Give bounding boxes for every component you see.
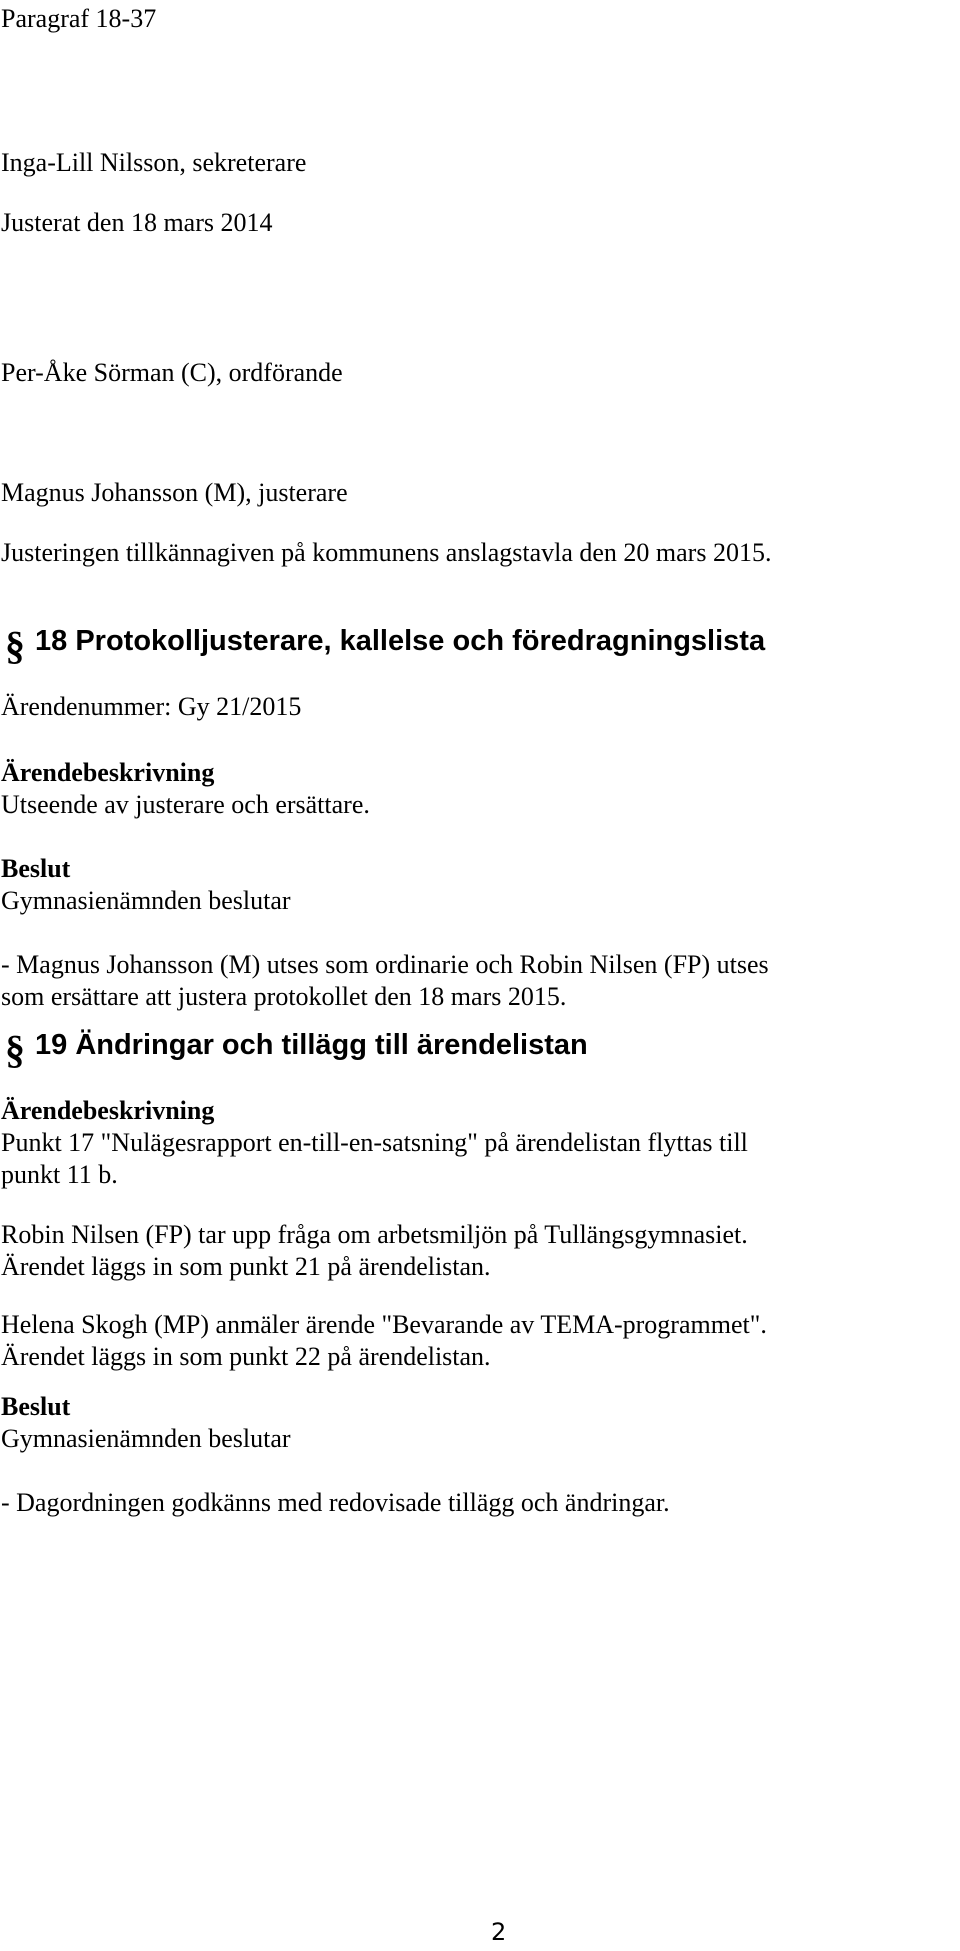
section-sign-icon: § <box>5 623 25 668</box>
section-19-item-2-line-2: Ärendet läggs in som punkt 21 på ärendelistan. <box>1 1252 491 1281</box>
paragraph-range: Paragraf 18-37 <box>1 4 157 33</box>
announcement-text: Justeringen tillkännagiven på kommunens anslagstavla den 20 mars 2015. <box>1 538 772 567</box>
section-18-decision-line-1: - Magnus Johansson (M) utses som ordinarie och Robin Nilsen (FP) utses <box>1 950 769 979</box>
section-19-item-1-line-2: punkt 11 b. <box>1 1160 118 1189</box>
page-number: 2 <box>491 1918 507 1946</box>
case-number: Ärendenummer: Gy 21/2015 <box>1 692 302 721</box>
adjusted-date: Justerat den 18 mars 2014 <box>1 208 273 237</box>
section-sign-icon: § <box>5 1027 25 1072</box>
section-18-description-heading: Ärendebeskrivning <box>1 758 215 787</box>
section-18-title: 18 Protokolljusterare, kallelse och föredragningslista <box>35 625 766 657</box>
section-19-decision-line-1: - Dagordningen godkänns med redovisade tillägg och ändringar. <box>1 1488 670 1517</box>
section-19-item-3-line-1: Helena Skogh (MP) anmäler ärende "Bevarande av TEMA-programmet". <box>1 1310 767 1339</box>
section-19-title: 19 Ändringar och tillägg till ärendelistan <box>35 1029 588 1061</box>
chairman-signature: Per-Åke Sörman (C), ordförande <box>1 358 343 387</box>
secretary-signature: Inga-Lill Nilsson, sekreterare <box>1 148 307 177</box>
section-19-decision-intro: Gymnasienämnden beslutar <box>1 1424 291 1453</box>
section-18-decision-line-2: som ersättare att justera protokollet den 18 mars 2015. <box>1 982 567 1011</box>
section-18-heading <box>1 623 766 668</box>
section-19-description-heading: Ärendebeskrivning <box>1 1096 215 1125</box>
section-19-heading <box>1 1027 588 1072</box>
section-19-item-1-line-1: Punkt 17 "Nulägesrapport en-till-en-satsning" på ärendelistan flyttas till <box>1 1128 748 1157</box>
section-19-item-2-line-1: Robin Nilsen (FP) tar upp fråga om arbetsmiljön på Tullängsgymnasiet. <box>1 1220 748 1249</box>
adjuster-signature: Magnus Johansson (M), justerare <box>1 478 348 507</box>
section-19-decision-heading: Beslut <box>1 1392 71 1421</box>
section-19-item-3-line-2: Ärendet läggs in som punkt 22 på ärendelistan. <box>1 1342 491 1371</box>
section-18-decision-intro: Gymnasienämnden beslutar <box>1 886 291 915</box>
section-18-decision-heading: Beslut <box>1 854 71 883</box>
section-18-description: Utseende av justerare och ersättare. <box>1 790 370 819</box>
